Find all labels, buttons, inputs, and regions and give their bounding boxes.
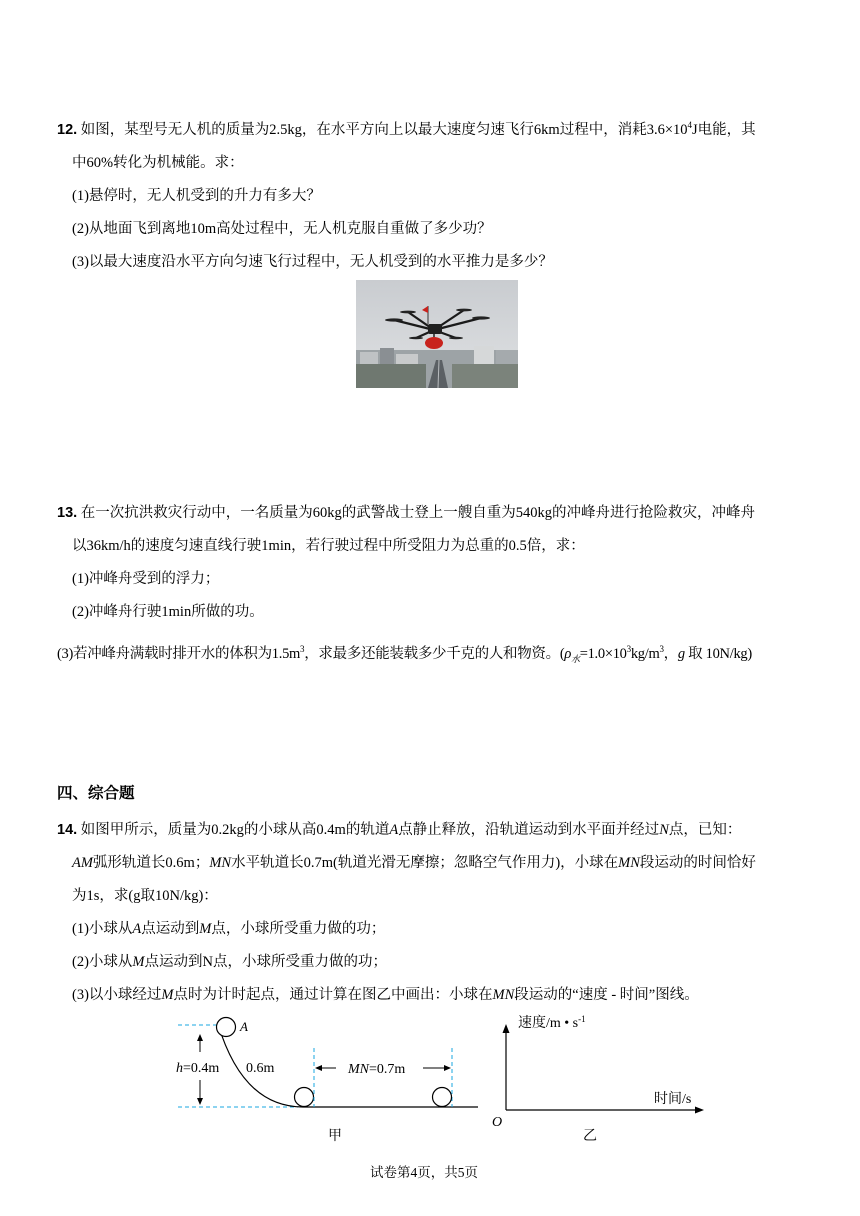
x-axis-label: 时间/s — [654, 1092, 692, 1107]
ball-at-N — [433, 1088, 452, 1107]
q14-line1: 14. 如图甲所示，质量为0.2kg的小球从高0.4m的轨道A点静止释放，沿轨道运动到水平面并经过N点，已知： — [57, 822, 742, 838]
q12-line1: 12. 如图，某型号无人机的质量为2.5kg，在水平方向上以最大速度匀速飞行6km过程中，消耗$3.6\times 10^4J$电能，其 — [57, 120, 756, 138]
q14-sub3: (3)以小球经过M点时为计时起点，通过计算在图乙中画出：小球在MN段运动的“速度 - 时间”图线。 — [72, 987, 699, 1003]
q14-sub1: (1)小球从A点运动到M点，小球所受重力做的功； — [72, 921, 386, 937]
y-axis-label: 速度/m • $s^{-1}$ — [518, 1014, 586, 1031]
arrow-left-icon — [315, 1065, 322, 1071]
y-axis-arrow-icon — [503, 1024, 510, 1033]
drone-photo — [356, 280, 518, 388]
q14-sub2: (2)小球从M点运动到N点，小球所受重力做的功； — [72, 954, 387, 970]
figure-caption: 甲 — [328, 1129, 342, 1144]
q13-line1: 13. 在一次抗洪救灾行动中，一名质量为60kg的武警战士登上一艘自重为540kg的冲峰舟进行抢险救灾，冲峰舟 — [57, 505, 756, 521]
question-number: 12. — [57, 122, 78, 138]
ball-at-M — [295, 1088, 314, 1107]
q14-line3: 为1s，求(g取10N/kg)： — [72, 888, 218, 904]
q13-sub2: (2)冲峰舟行驶1min所做的功。 — [72, 604, 264, 620]
arrow-down-icon — [197, 1098, 203, 1105]
origin-label: O — [492, 1115, 503, 1130]
q12-sub3: (3)以最大速度沿水平方向匀速飞行过程中，无人机受到的水平推力是多少？ — [72, 254, 553, 270]
q12-sub1: (1)悬停时，无人机受到的升力有多大？ — [72, 188, 321, 204]
q14-line2: AM弧形轨道长0.6m；MN水平轨道长0.7m(轨道光滑无摩擦；忽略空气作用力)，小球在MN段运动的时间恰好 — [72, 855, 756, 871]
question-number: 14. — [57, 822, 78, 838]
ball-at-A — [217, 1018, 236, 1037]
figure-yi — [488, 1010, 718, 1145]
q13-line2: 以36km/h的速度匀速直线行驶1min，若行驶过程中所受阻力为总重的0.5倍，求： — [72, 538, 585, 554]
q13-sub3: (3)若冲峰舟满载时排开水的体积为$1.5m^3$，求最多还能装载多少千克的人和物资。($\rho_水=1.0\times 10^3kg/m^3$，g 取 10N/kg) — [57, 644, 752, 664]
q12-sub2: (2)从地面飞到离地10m高处过程中，无人机克服自重做了多少功？ — [72, 221, 492, 237]
height-label: h=0.4m — [176, 1061, 220, 1076]
q12-line2: 中60%转化为机械能。求： — [72, 155, 244, 171]
arrow-up-icon — [197, 1034, 203, 1041]
arrow-right-icon — [444, 1065, 451, 1071]
label-A: A — [240, 1019, 248, 1034]
section-title: 四、综合题 — [57, 785, 135, 802]
question-number: 13. — [57, 505, 78, 521]
x-axis-arrow-icon — [695, 1107, 704, 1114]
arc-length-label: 0.6m — [246, 1061, 275, 1076]
q13-sub1: (1)冲峰舟受到的浮力； — [72, 571, 220, 587]
mn-length-label: MN=0.7m — [348, 1062, 406, 1077]
page-footer: 试卷第4页，共5页 — [370, 1165, 478, 1180]
figure-jia — [168, 1010, 488, 1145]
figure-caption: 乙 — [583, 1129, 597, 1144]
